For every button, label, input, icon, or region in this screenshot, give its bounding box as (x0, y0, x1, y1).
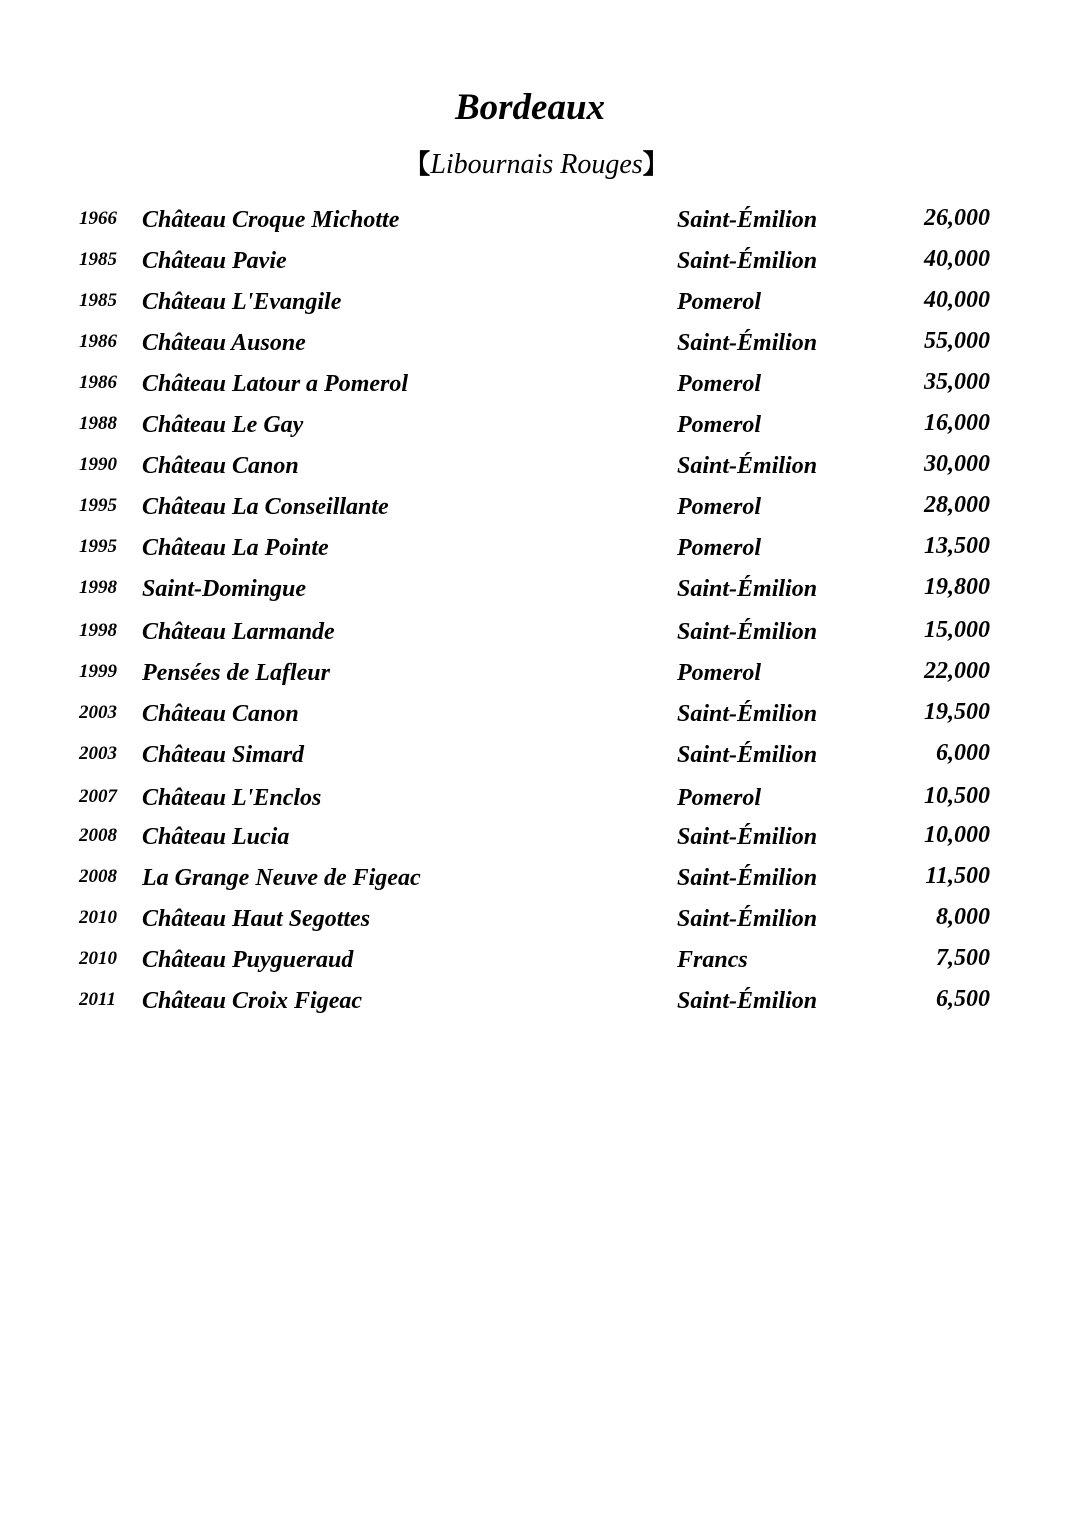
price: 19,500 (924, 699, 990, 725)
appellation: Pomerol (677, 785, 761, 811)
appellation: Saint-Émilion (677, 576, 818, 602)
wine-name: Château Canon (142, 701, 299, 727)
wine-row (0, 241, 1075, 281)
wine-row (0, 899, 1075, 939)
appellation: Saint-Émilion (677, 619, 818, 645)
appellation: Saint-Émilion (677, 824, 818, 850)
price: 8,000 (936, 904, 990, 930)
price: 30,000 (924, 451, 990, 477)
appellation: Saint-Émilion (677, 453, 818, 479)
price: 35,000 (924, 369, 990, 395)
price: 26,000 (924, 205, 990, 231)
wine-row (0, 487, 1075, 527)
wine-name: La Grange Neuve de Figeac (142, 865, 421, 891)
wine-name: Pensées de Lafleur (142, 660, 330, 686)
wine-row (0, 364, 1075, 404)
price: 13,500 (924, 533, 990, 559)
right-bracket: 】 (642, 150, 669, 180)
appellation: Pomerol (677, 371, 761, 397)
vintage: 1995 (79, 495, 117, 516)
wine-row (0, 200, 1075, 240)
wine-name: Château Larmande (142, 619, 335, 645)
appellation: Pomerol (677, 494, 761, 520)
price: 10,000 (924, 822, 990, 848)
wine-row (0, 528, 1075, 568)
page-title: Bordeaux (454, 87, 606, 128)
vintage: 2008 (79, 825, 117, 846)
wine-name: Château L'Evangile (142, 289, 342, 315)
price: 40,000 (924, 246, 990, 272)
price: 28,000 (924, 492, 990, 518)
appellation: Francs (677, 947, 748, 973)
wine-row (0, 735, 1075, 775)
price: 19,800 (924, 574, 990, 600)
vintage: 2003 (79, 743, 117, 764)
wine-name: Château Le Gay (142, 412, 304, 438)
wine-name: Château Croque Michotte (142, 207, 400, 233)
wine-row (0, 569, 1075, 609)
price: 22,000 (924, 658, 990, 684)
appellation: Saint-Émilion (677, 701, 818, 727)
wine-row (0, 694, 1075, 734)
vintage: 1998 (79, 577, 117, 598)
price: 10,500 (924, 783, 990, 809)
wine-name: Château Puygueraud (142, 947, 354, 973)
wine-name: Château Pavie (142, 248, 287, 274)
vintage: 2010 (79, 948, 117, 969)
wine-name: Château Canon (142, 453, 299, 479)
wine-name: Château Ausone (142, 330, 306, 356)
price: 6,500 (936, 986, 990, 1012)
wine-name: Château Croix Figeac (142, 988, 363, 1014)
price: 11,500 (925, 863, 990, 889)
wine-row (0, 323, 1075, 363)
vintage: 2008 (79, 866, 117, 887)
wine-row (0, 858, 1075, 898)
wine-name: Château Latour a Pomerol (142, 371, 409, 397)
wine-row (0, 612, 1075, 652)
appellation: Saint-Émilion (677, 330, 818, 356)
price: 55,000 (924, 328, 990, 354)
section-subtitle-text: Libournais Rouges (430, 149, 643, 180)
wine-row (0, 653, 1075, 693)
vintage: 1999 (79, 661, 117, 682)
vintage: 1998 (79, 620, 117, 641)
vintage: 1990 (79, 454, 117, 475)
wine-row (0, 940, 1075, 980)
vintage: 1988 (79, 413, 117, 434)
vintage: 1966 (79, 208, 117, 229)
wine-row (0, 282, 1075, 322)
wine-name: Château La Pointe (142, 535, 329, 561)
price: 40,000 (924, 287, 990, 313)
vintage: 2003 (79, 702, 117, 723)
wine-row (0, 446, 1075, 486)
price: 15,000 (924, 617, 990, 643)
price: 7,500 (936, 945, 990, 971)
wine-name: Château L'Enclos (142, 785, 322, 811)
appellation: Pomerol (677, 412, 761, 438)
appellation: Saint-Émilion (677, 988, 818, 1014)
appellation: Saint-Émilion (677, 742, 818, 768)
left-bracket: 【 (404, 150, 431, 180)
appellation: Pomerol (677, 535, 761, 561)
vintage: 1985 (79, 249, 117, 270)
wine-name: Château La Conseillante (142, 494, 389, 520)
wine-row (0, 981, 1075, 1021)
appellation: Saint-Émilion (677, 906, 818, 932)
wine-row (0, 817, 1075, 857)
wine-row (0, 778, 1075, 818)
appellation: Pomerol (677, 660, 761, 686)
appellation: Saint-Émilion (677, 865, 818, 891)
wine-name: Château Lucia (142, 824, 290, 850)
vintage: 2011 (79, 989, 116, 1010)
appellation: Saint-Émilion (677, 248, 818, 274)
price: 16,000 (924, 410, 990, 436)
vintage: 2007 (79, 786, 117, 807)
section-subtitle (0, 145, 1073, 185)
vintage: 2010 (79, 907, 117, 928)
price: 6,000 (936, 740, 990, 766)
vintage: 1985 (79, 290, 117, 311)
wine-name: Saint-Domingue (142, 576, 307, 602)
vintage: 1995 (79, 536, 117, 557)
appellation: Pomerol (677, 289, 761, 315)
wine-row (0, 405, 1075, 445)
appellation: Saint-Émilion (677, 207, 818, 233)
wine-name: Château Haut Segottes (142, 906, 371, 932)
vintage: 1986 (79, 331, 117, 352)
wine-name: Château Simard (142, 742, 305, 768)
vintage: 1986 (79, 372, 117, 393)
